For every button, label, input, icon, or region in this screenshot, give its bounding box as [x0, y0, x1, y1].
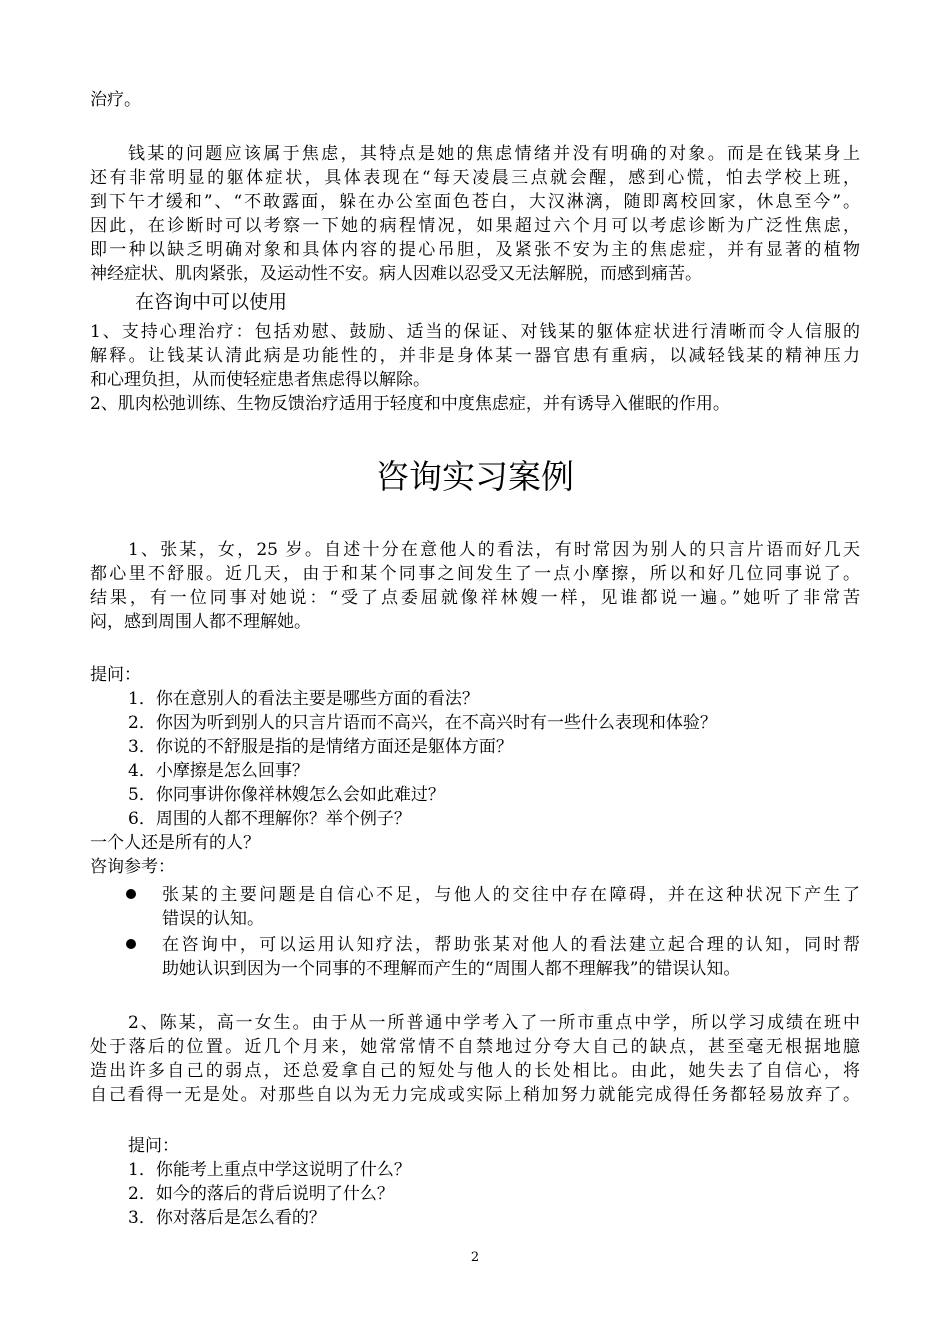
top-fragment: 治疗。 — [90, 90, 141, 110]
text-line: 都心里不舒服。近几天，由于和某个同事之间发生了一点小摩擦，所以和好几位同事说了。 — [90, 564, 860, 584]
text-line: 自己看得一无是处。对那些自以为无力完成或实际上稍加努力就能完成得任务都轻易放弃了。 — [90, 1085, 860, 1105]
text-line: 神经症状、肌肉紧张，及运动性不安。病人因难以忍受又无法解脱，而感到痛苦。 — [90, 264, 702, 284]
text-line: 钱某的问题应该属于焦虑，其特点是她的焦虑情绪并没有明确的对象。而是在钱某身上 — [128, 144, 860, 164]
text-line: 和心理负担，从而使轻症患者焦虑得以解除。 — [90, 370, 430, 390]
bullet-line: 错误的认知。 — [162, 909, 264, 929]
question-item: 1．你在意别人的看法主要是哪些方面的看法？ — [128, 689, 479, 709]
consult-heading: 在咨询中可以使用 — [135, 291, 288, 313]
text-line: 即一种以缺乏明确对象和具体内容的提心吊胆，及紧张不安为主的焦虑症，并有显著的植物 — [90, 240, 860, 260]
section-title: 咨询实习案例 — [376, 457, 574, 496]
question-item: 1．你能考上重点中学这说明了什么？ — [128, 1160, 411, 1180]
text-line: 到下午才缓和”、“不敢露面，躲在办公室面色苍白，大汉淋漓，随即离校回家，休息至今”。 — [90, 192, 860, 212]
bullet-line: 张某的主要问题是自信心不足，与他人的交往中存在障碍，并在这种状况下产生了 — [162, 885, 860, 905]
text-line: 造出许多自己的弱点，还总爱拿自己的短处与他人的长处相比。由此，她失去了自信心，将 — [90, 1061, 860, 1081]
page-number: 2 — [470, 1250, 480, 1265]
questions-label: 提问： — [90, 665, 141, 685]
reference-label: 咨询参考： — [90, 857, 175, 877]
question-item: 2．如今的落后的背后说明了什么？ — [128, 1184, 394, 1204]
text-line: 处于落后的位置。近几个月来，她常常情不自禁地过分夸大自己的缺点，甚至毫无根据地臆 — [90, 1037, 860, 1057]
question-item: 4．小摩擦是怎么回事？ — [128, 761, 309, 781]
bullet-line: 在咨询中，可以运用认知疗法，帮助张某对他人的看法建立起合理的认知，同时帮 — [162, 935, 860, 955]
bullet-dot — [126, 939, 136, 949]
question-item: 3．你说的不舒服是指的是情绪方面还是躯体方面？ — [128, 737, 513, 757]
bullet-dot — [126, 889, 136, 899]
text-line: 解释。让钱某认清此病是功能性的，并非是身体某一器官患有重病，以减轻钱某的精神压力 — [90, 346, 860, 366]
text-line: 结果，有一位同事对她说：“受了点委屈就像祥林嫂一样，见谁都说一遍。”她听了非常苦 — [90, 588, 860, 608]
text-line: 闷，感到周围人都不理解她。 — [90, 612, 311, 632]
text-line: 因此，在诊断时可以考察一下她的病程情况，如果超过六个月可以考虑诊断为广泛性焦虑， — [90, 216, 860, 236]
question-tail: 一个人还是所有的人？ — [90, 833, 260, 853]
bullet-line: 助她认识到因为一个同事的不理解而产生的“周围人都不理解我”的错误认知。 — [162, 959, 741, 979]
text-line: 2、肌肉松弛训练、生物反馈治疗适用于轻度和中度焦虑症，并有诱导入催眠的作用。 — [90, 394, 730, 414]
text-line: 1、张某，女，25 岁。自述十分在意他人的看法，有时常因为别人的只言片语而好几天 — [128, 540, 860, 560]
question-item: 3．你对落后是怎么看的？ — [128, 1208, 326, 1228]
text-line: 还有非常明显的躯体症状，具体表现在“每天凌晨三点就会醒，感到心慌，怕去学校上班， — [90, 168, 860, 188]
questions-label: 提问： — [128, 1136, 179, 1156]
question-item: 5．你同事讲你像祥林嫂怎么会如此难过？ — [128, 785, 445, 805]
text-line: 1、支持心理治疗：包括劝慰、鼓励、适当的保证、对钱某的躯体症状进行清晰而令人信服的 — [90, 322, 860, 342]
text-line: 2、陈某，高一女生。由于从一所普通中学考入了一所市重点中学，所以学习成绩在班中 — [128, 1013, 860, 1033]
question-item: 6．周围的人都不理解你？举个例子？ — [128, 809, 411, 829]
question-item: 2．你因为听到别人的只言片语而不高兴，在不高兴时有一些什么表现和体验？ — [128, 713, 717, 733]
